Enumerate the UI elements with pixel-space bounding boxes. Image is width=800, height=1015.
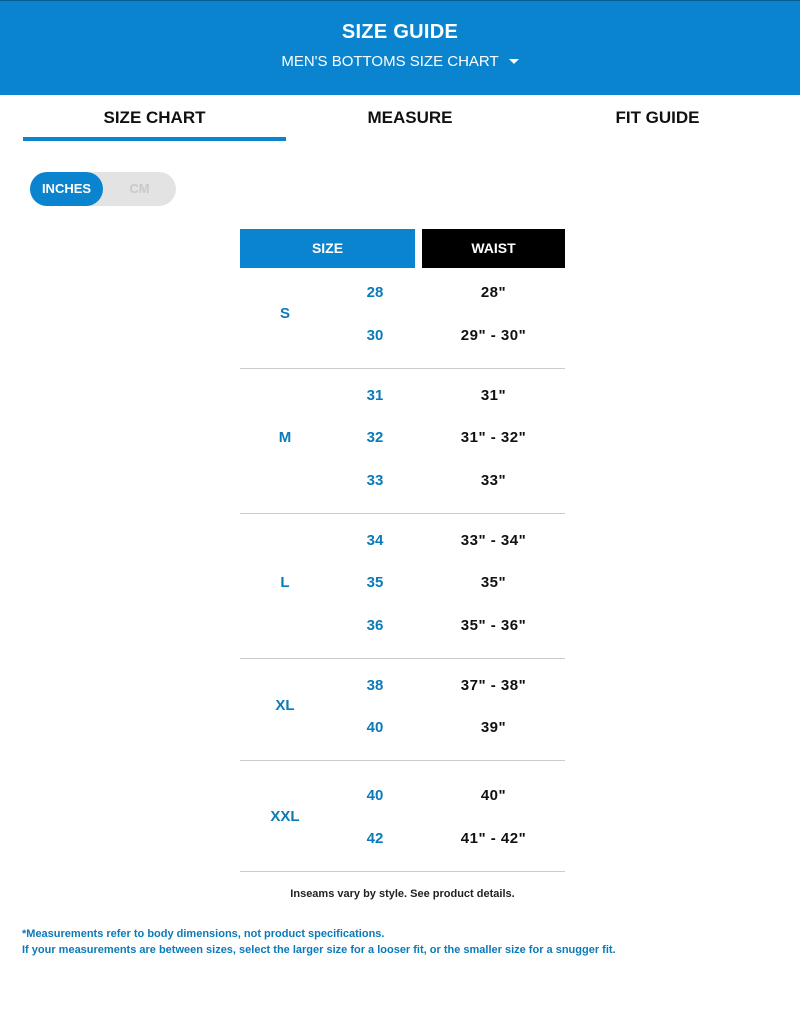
waist-value: 40": [480, 787, 507, 804]
size-number: 42: [366, 830, 384, 847]
waist-value: 31": [480, 387, 507, 404]
footnote-between-sizes: If your measurements are between sizes, select the larger size for a looser fit, or the smaller size for a snugger fit.: [22, 944, 616, 956]
size-number: 34: [366, 532, 384, 549]
size-letter: M: [278, 429, 292, 446]
size-number: 35: [366, 574, 384, 591]
group-divider: [240, 760, 565, 761]
unit-toggle[interactable]: [30, 172, 176, 206]
waist-value: 37" - 38": [460, 677, 527, 694]
tab-measure[interactable]: MEASURE: [367, 108, 453, 127]
caret-down-icon: [509, 59, 519, 64]
size-letter: L: [280, 574, 290, 591]
group-divider: [240, 368, 565, 369]
page-title: SIZE GUIDE: [341, 21, 459, 43]
size-letter: S: [279, 305, 290, 322]
size-number: 33: [366, 472, 384, 489]
group-divider: [240, 513, 565, 514]
unit-option-cm[interactable]: CM: [129, 181, 150, 196]
footnote-measurements: *Measurements refer to body dimensions, not product specifications.: [22, 928, 385, 940]
size-number: 28: [366, 284, 384, 301]
size-number: 38: [366, 677, 384, 694]
unit-option-inches[interactable]: INCHES: [30, 172, 103, 206]
waist-value: 35": [480, 574, 507, 591]
active-tab-indicator: [23, 137, 286, 141]
group-divider: [240, 871, 565, 872]
waist-value: 31" - 32": [460, 429, 527, 446]
size-letter: XXL: [270, 808, 300, 825]
size-number: 36: [366, 617, 384, 634]
column-header-size: SIZE: [240, 229, 415, 268]
group-divider: [240, 658, 565, 659]
waist-value: 35" - 36": [460, 617, 527, 634]
chart-type-label: MEN'S BOTTOMS SIZE CHART: [281, 53, 499, 70]
tab-size-chart[interactable]: SIZE CHART: [103, 108, 206, 127]
waist-value: 33" - 34": [460, 532, 527, 549]
chart-type-dropdown[interactable]: [0, 53, 800, 70]
waist-value: 33": [480, 472, 507, 489]
size-letter: XL: [275, 697, 295, 714]
size-number: 30: [366, 327, 384, 344]
waist-value: 41" - 42": [460, 830, 527, 847]
size-number: 31: [366, 387, 384, 404]
waist-value: 39": [480, 719, 507, 736]
size-number: 32: [366, 429, 384, 446]
waist-value: 28": [480, 284, 507, 301]
size-number: 40: [366, 787, 384, 804]
tab-fit-guide[interactable]: FIT GUIDE: [615, 108, 700, 127]
inseam-note: Inseams vary by style. See product details.: [290, 888, 515, 900]
column-header-waist: WAIST: [422, 229, 565, 268]
waist-value: 29" - 30": [460, 327, 527, 344]
size-number: 40: [366, 719, 384, 736]
header-bar: [0, 0, 800, 95]
